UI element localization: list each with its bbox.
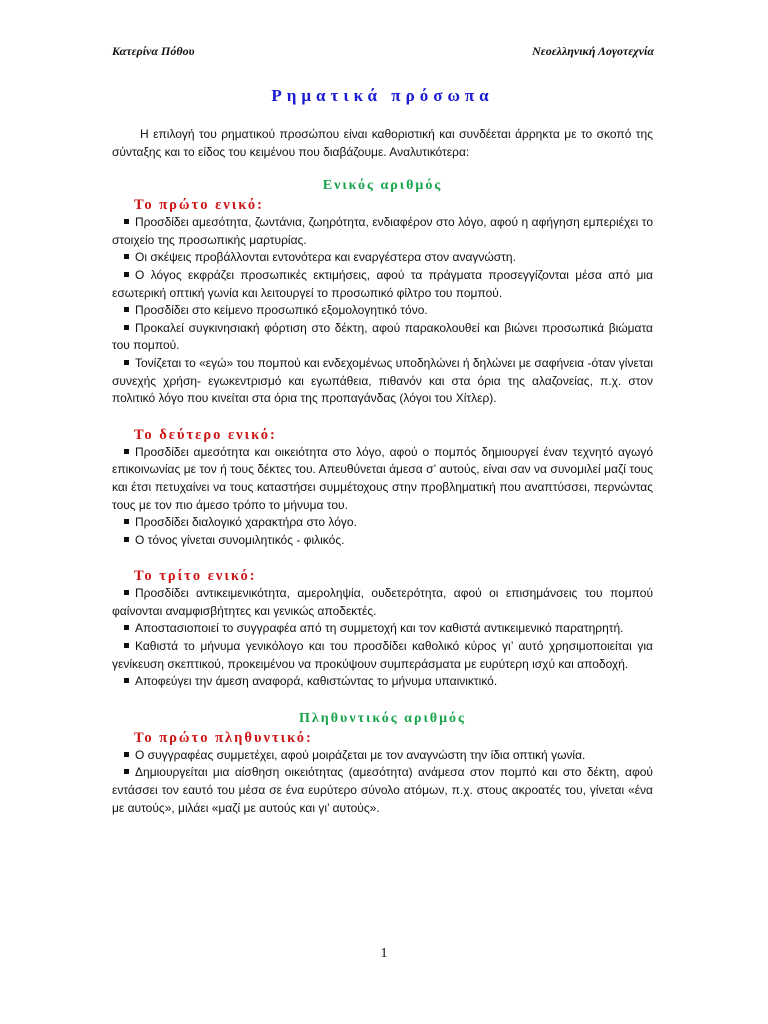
bullet-square-icon [124,325,129,330]
bullet-item: Αποστασιοποιεί το συγγραφέα από τη συμμετοχή και τον καθιστά αντικειμενικό παρατηρητή. [112,620,653,638]
bullet-square-icon [124,678,129,683]
header-subject: Νεοελληνική Λογοτεχνία [532,44,654,58]
bullet-item: Προσδίδει αμεσότητα και οικειότητα στο λόγο, αφού ο πομπός δημιουργεί έναν τεχνητό αγωγό επικοινωνίας με τον ή τους δέκτες του. Απευθύνεται άμεσα σ’ αυτούς, είναι σαν να συνομιλεί μαζί τους και έτσι πετυχαίνει να τους καταστήσει συμμέτοχους στην προβληματική που αναπτύσσει, περνώντας τους με τον πιο άμεσο τρόπο το μήνυμα του. [112,444,653,512]
bullet-item: Προσδίδει αντικειμενικότητα, αμεροληψία, ουδετερότητα, αφού οι επισημάνσεις του πομπού φαίνονται αναμφισβήτητες και γενικώς αποδεκτές. [112,586,653,618]
bullet-item: Αποφεύγει την άμεση αναφορά, καθιστώντας το μήνυμα υπαινικτικό. [112,673,653,691]
bullet-item: Ο τόνος γίνεται συνομιλητικός - φιλικός. [112,532,653,550]
bullet-item: Τονίζεται το «εγώ» του πομπού και ενδεχομένως υποδηλώνει ή δηλώνει με σαφήνεια -όταν γίνεται συνεχής χρήση- εγωκεντρισμό και εγωπάθεια, πιθανόν και στα όρια της αλαζονείας, π.χ. στον πολιτικό λόγο που κινείται στα όρια της προπαγάνδας (λόγοι του Χίτλερ). [112,355,653,406]
bullet-square-icon [124,537,129,542]
bullet-list-third-singular [112,585,653,691]
page-content [112,86,653,817]
subheading-second-singular: Το δεύτερο ενικό: [134,426,277,443]
intro-paragraph: Η επιλογή του ρηματικού προσώπου είναι καθοριστική και συνδέεται άρρηκτα με το σκοπό της σύνταξης και το είδος του κειμένου που διαβάζουμε. Αναλυτικότερα: [112,127,653,159]
bullet-item: Καθιστά το μήνυμα γενικόλογο και του προσδίδει καθολικό κύρος γι’ αυτό χρησιμοποιείται για γενίκευση σκεπτικού, προκειμένου να προκύψουν συμπεράσματα με ευρύτερη ισχύ και αποδοχή. [112,639,653,671]
bullet-square-icon [124,625,129,630]
bullet-item: Προσδίδει στο κείμενο προσωπικό εξομολογητικό τόνο. [112,302,653,320]
bullet-list-second-singular [112,444,653,550]
page-number: 1 [380,946,388,961]
bullet-square-icon [124,519,129,524]
bullet-item: Ο συγγραφέας συμμετέχει, αφού μοιράζεται με τον αναγνώστη την ίδια οπτική γωνία. [112,747,653,765]
bullet-item: Δημιουργείται μια αίσθηση οικειότητας (αμεσότητα) ανάμεσα στον πομπό και στο δέκτη, αφού εντάσσει τον εαυτό του μέσα σε ένα ευρύτερο σύνολο ατόμων, π.χ. στους ακροατές του, γίνεται «ένα με αυτούς», μιλάει «μαζί με αυτούς και γι’ αυτούς». [112,765,653,815]
bullet-item: Προσδίδει διαλογικό χαρακτήρα στο λόγο. [112,514,653,532]
bullet-item: Ο λόγος εκφράζει προσωπικές εκτιμήσεις, αφού τα πράγματα προσεγγίζονται μέσα από μια εσωτερική οπτική γωνία και λειτουργεί το προσωπικό φίλτρο του πομπού. [112,267,653,300]
subheading-third-singular: Το τρίτο ενικό: [134,568,257,585]
bullet-square-icon [124,449,129,454]
bullet-list-first-singular [112,214,653,408]
bullet-square-icon [124,769,129,774]
bullet-square-icon [124,360,129,365]
bullet-square-icon [124,752,129,757]
bullet-square-icon [124,272,129,277]
bullet-square-icon [124,307,129,312]
bullet-list-first-plural [112,747,653,817]
subheading-first-singular: Το πρώτο ενικό: [134,197,264,214]
section-heading-singular: Ενικός αριθμός [322,178,443,194]
document-title: Ρηματικά πρόσωπα [271,86,494,105]
header-author: Κατερίνα Πόθου [112,44,195,58]
running-header [112,44,654,62]
bullet-square-icon [124,254,129,259]
subheading-first-plural: Το πρώτο πληθυντικό: [134,729,313,746]
bullet-item: Οι σκέψεις προβάλλονται εντονότερα και εναργέστερα στον αναγνώστη. [112,249,653,267]
bullet-item: Προσδίδει αμεσότητα, ζωντάνια, ζωηρότητα, ενδιαφέρον στο λόγο, αφού η αφήγηση εμπεριέχει το στοιχείο της προσωπικής μαρτυρίας. [112,215,653,247]
section-heading-plural: Πληθυντικός αριθμός [299,710,466,726]
bullet-item: Προκαλεί συγκινησιακή φόρτιση στο δέκτη, αφού παρακολουθεί και βιώνει προσωπικά βιώματα του πομπού. [112,320,653,353]
bullet-square-icon [124,219,129,224]
bullet-square-icon [124,643,129,648]
bullet-square-icon [124,590,129,595]
